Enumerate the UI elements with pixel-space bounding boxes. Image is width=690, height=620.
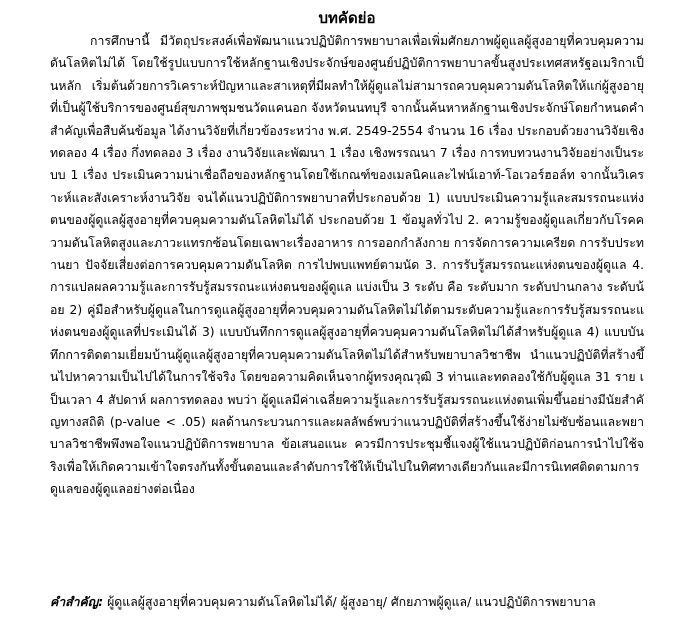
abstract-body: การศึกษานี้ มีวัตถุประสงค์เพื่อพัฒนาแนวปฏิบัติการพยาบาลเพื่อเพิ่มศักยภาพผู้ดูแลผู้สูงอายุที่ควบคุมความดันโลหิตไม่ได้ โดยใช้รูปแบบการใช้หลักฐานเชิงประจักษ์ของศูนย์ปฏิบัติการพยาบาลขั้นสูงประเทศสหรัฐอเมริกาเป็นหลัก เริ่มต้นด้วยการวิเคราะห์ปัญหาและสาเหตุที่มีผลทำให้ผู้ดูแลไม่สามารถควบคุมความดันโลหิตให้แก่ผู้สูงอายุที่เป็นผู้ใช้บริการของศูนย์สุขภาพชุมชนวัดแคนอก จังหวัดนนทบุรี จากนั้นค้นหาหลักฐานเชิงประจักษ์โดยกำหนดคำสำคัญเพื่อสืบค้นข้อมูล ได้งานวิจัยที่เกี่ยวข้องระหว่าง พ.ศ. 2549-2554 จำนวน 16 เรื่อง ประกอบด้วยงานวิจัยเชิงทดลอง 4 เรื่อง กึ่งทดลอง 3 เรื่อง งานวิจัยและพัฒนา 1 เรื่อง เชิงพรรณนา 7 เรื่อง การทบทวนงานวิจัยอย่างเป็นระบบ 1 เรื่อง ประเมินความน่าเชื่อถือของหลักฐานโดยใช้เกณฑ์ของเมลนิคและไฟน์เอาท์-โอเวอร์ฮอล์ท จากนั้นวิเคราะห์และสังเคราะห์งานวิจัย จนได้แนวปฏิบัติการพยาบาลที่ประกอบด้วย 1) แบบประเมินความรู้และสมรรถนะแห่งตนของผู้ดูแลผู้สูงอายุที่ควบคุมความดันโลหิตไม่ได้ ประกอบด้วย 1 ข้อมูลทั่วไป 2. ความรู้ของผู้ดูแลเกี่ยวกับโรคความดันโลหิตสูงและภาวะแทรกซ้อนโดยเฉพาะเรื่องอาหาร การออกกำลังกาย การจัดการความเครียด การรับประทานยา ปัจจัยเสี่ยงต่อการควบคุมความดันโลหิต การไปพบแพทย์ตามนัด 3. การรับรู้สมรรถนะแห่งตนของผู้ดูแล 4. การแปลผลความรู้และการรับรู้สมรรถนะแห่งตนของผู้ดูแล แบ่งเป็น 3 ระดับ คือ ระดับมาก ระดับปานกลาง ระดับน้อย 2) คู่มือสำหรับผู้ดูแลในการดูแลผู้สูงอายุที่ควบคุมความดันโลหิตไม่ได้ตามระดับความรู้และการรับรู้สมรรถนะแห่งตนของผู้ดูแลที่ประเมินได้ 3) แบบบันทึกการดูแลผู้สูงอายุที่ควบคุมความดันโลหิตไม่ได้สำหรับผู้ดูแล 4) แบบบันทึกการติดตามเยี่ยมบ้านผู้ดูแลผู้สูงอายุที่ควบคุมความดันโลหิตไม่ได้สำหรับพยาบาลวิชาชีพ นำแนวปฏิบัติที่สร้างขึ้นไปหาความเป็นไปได้ในการใช้จริง โดยขอความคิดเห็นจากผู้ทรงคุณวุฒิ 3 ท่านและทดลองใช้กับผู้ดูแล 31 ราย เป็นเวลา 4 สัปดาห์ ผลการทดลอง พบว่า ผู้ดูแลมีค่าเฉลี่ยความรู้และการรับรู้สมรรถนะแห่งตนเพิ่มขึ้นอย่างมีนัยสำคัญทางสถิติ (p-value < .05) ผลด้านกระบวนการและผลลัพธ์พบว่าแนวปฏิบัติที่สร้างขึ้นใช้ง่ายไม่ซับซ้อนและพยาบาลวิชาชีพพึงพอใจแนวปฏิบัติการพยาบาล ข้อเสนอแนะ ควรมีการประชุมชี้แจงผู้ใช้แนวปฏิบัติก่อนการนำไปใช้จริงเพื่อให้เกิดความเข้าใจตรงกันทั้งขั้นตอนและลำดับการใช้ให้เป็นไปในทิศทางเดียวกันและมีการนิเทศติดตามการดูแลของผู้ดูแลอย่างต่อเนื่อง [50,34,644,497]
keywords-line [50,592,644,612]
abstract-title: บทคัดย่อ [318,9,376,27]
keywords-label: คำสำคัญ: [50,595,104,609]
keywords-text: ผู้ดูแลผู้สูงอายุที่ควบคุมความดันโลหิตไม่ได้/ ผู้สูงอายุ/ ศักยภาพผู้ดูแล/ แนวปฏิบัติการพยาบาล [107,595,596,609]
